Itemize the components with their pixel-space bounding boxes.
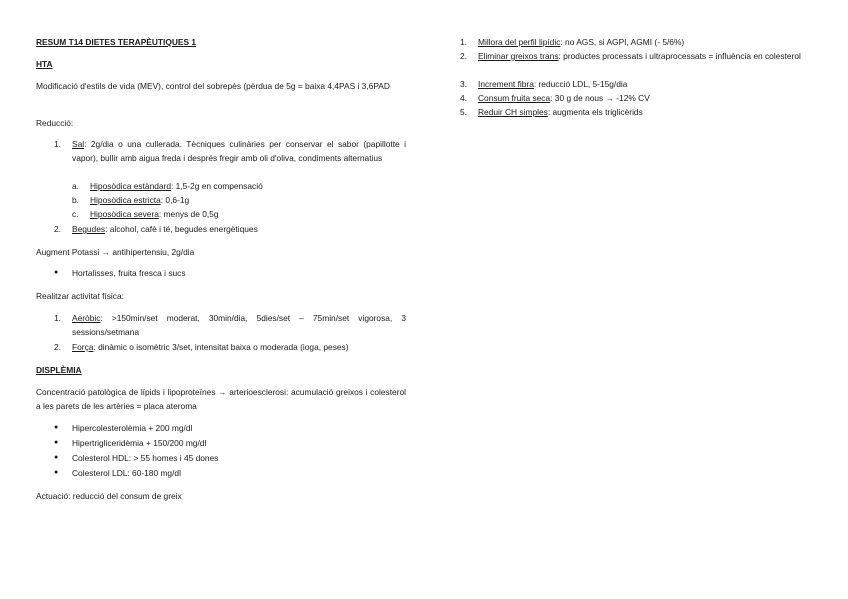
- actuacio-text: Actuació: reducció del consum de greix: [36, 491, 182, 501]
- displemia-intro: Concentració patològica de lípids i lipoproteïnes → arterioesclerosi: acumulació greixos i colesterol a les parets de les artèries = placa ateroma: [36, 387, 406, 411]
- section-heading-hta: HTA: [36, 59, 53, 69]
- section-heading-displemia: DISPLÈMIA: [36, 365, 82, 375]
- bullet-icon: ●: [54, 269, 59, 276]
- document-title: RESUM T14 DIETES TERAPÈUTIQUES 1: [36, 37, 197, 47]
- bullet-icon: ●: [54, 424, 59, 431]
- hta-intro: Modificació d'estils de vida (MEV), control del sobrepès (pèrdua de 5g = baixa 4,4PAS i 3,6PAD: [36, 81, 390, 91]
- bullet-icon: ●: [54, 469, 59, 476]
- reduccio-label: Reducció:: [36, 118, 74, 128]
- bullet-icon: ●: [54, 439, 59, 446]
- term-begudes: Begudes: [72, 224, 106, 234]
- bullet-icon: ●: [54, 454, 59, 461]
- potassi-text: Augment Potassi → antihipertensiu, 2g/dia: [36, 247, 195, 257]
- term-sal: Sal: [72, 139, 85, 149]
- activitat-label: Realitzar activitat física:: [36, 291, 124, 301]
